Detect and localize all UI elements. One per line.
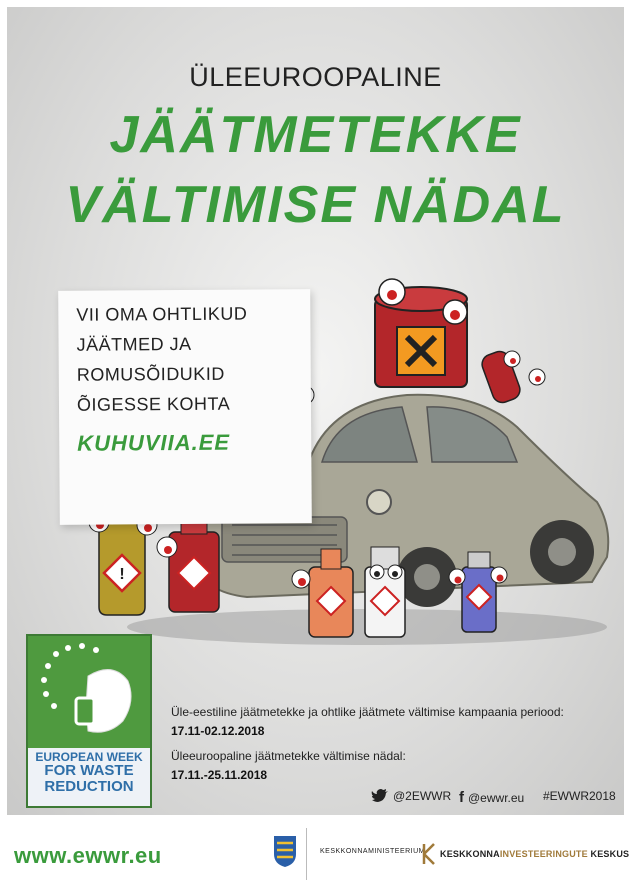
kik-logo xyxy=(422,842,629,866)
week-dates: 17.11.-25.11.2018 xyxy=(171,768,268,782)
ewwr-logo-text xyxy=(28,748,150,806)
hand-stars-icon xyxy=(28,636,150,748)
campaign-dates: 17.11-02.12.2018 xyxy=(171,724,265,738)
kik-name-part-1: KESKKONNA xyxy=(440,849,500,859)
twitter-icon xyxy=(371,789,389,803)
logo-line-2: FOR WASTE xyxy=(44,762,134,779)
note-line-2: JÄÄTMED JA xyxy=(76,333,192,355)
note-line-1: VII OMA OHTLIKUD xyxy=(76,303,248,325)
kuhuviia-link[interactable]: KUHUVIIA.EE xyxy=(77,429,231,456)
kik-name-part-2: INVESTEERINGUTE xyxy=(499,849,588,859)
facebook-text: @ewwr.eu xyxy=(468,790,525,805)
note-line-3: ROMUSÕIDUKID xyxy=(76,363,225,385)
facebook-icon: f xyxy=(459,789,464,806)
title-line-2: VÄLTIMISE NÄDAL xyxy=(65,176,566,234)
hashtag: #EWWR2018 xyxy=(543,789,616,803)
campaign-label: Üle-eestiline jäätmetekke ja ohtlike jäätmete vältimise kampaania periood: xyxy=(171,705,564,719)
note-line-4: ÕIGESSE KOHTA xyxy=(76,393,231,415)
estonian-coat-of-arms-icon xyxy=(272,834,298,868)
footer-url[interactable]: www.ewwr.eu xyxy=(14,843,162,868)
logo-line-3: REDUCTION xyxy=(44,778,134,795)
svg-text:!: ! xyxy=(119,566,125,583)
poster xyxy=(7,7,624,815)
logo-line-1: EUROPEAN WEEK xyxy=(35,750,143,764)
ministry-logo xyxy=(272,834,425,868)
title-line-1: JÄÄTMETEKKE xyxy=(109,106,522,164)
week-label: Üleeuroopaline jäätmetekke vältimise nädal: xyxy=(171,749,406,763)
pre-title: ÜLEEUROOPALINE xyxy=(189,62,442,92)
twitter-handle[interactable] xyxy=(371,789,451,803)
ewwr-logo xyxy=(26,634,152,808)
twitter-text: @2EWWR xyxy=(393,789,452,803)
hanging-canister-image xyxy=(479,349,545,406)
ministry-name: KESKKONNAMINISTEERIUM xyxy=(320,847,426,855)
white-can-image xyxy=(365,547,405,637)
kik-logo-icon xyxy=(422,842,436,866)
footer-divider xyxy=(306,828,307,880)
note-card xyxy=(58,289,312,525)
red-canister-image xyxy=(375,279,467,387)
kik-name-part-3: KESKUS xyxy=(587,849,630,859)
kik-name xyxy=(440,849,629,859)
facebook-handle[interactable] xyxy=(459,789,524,806)
